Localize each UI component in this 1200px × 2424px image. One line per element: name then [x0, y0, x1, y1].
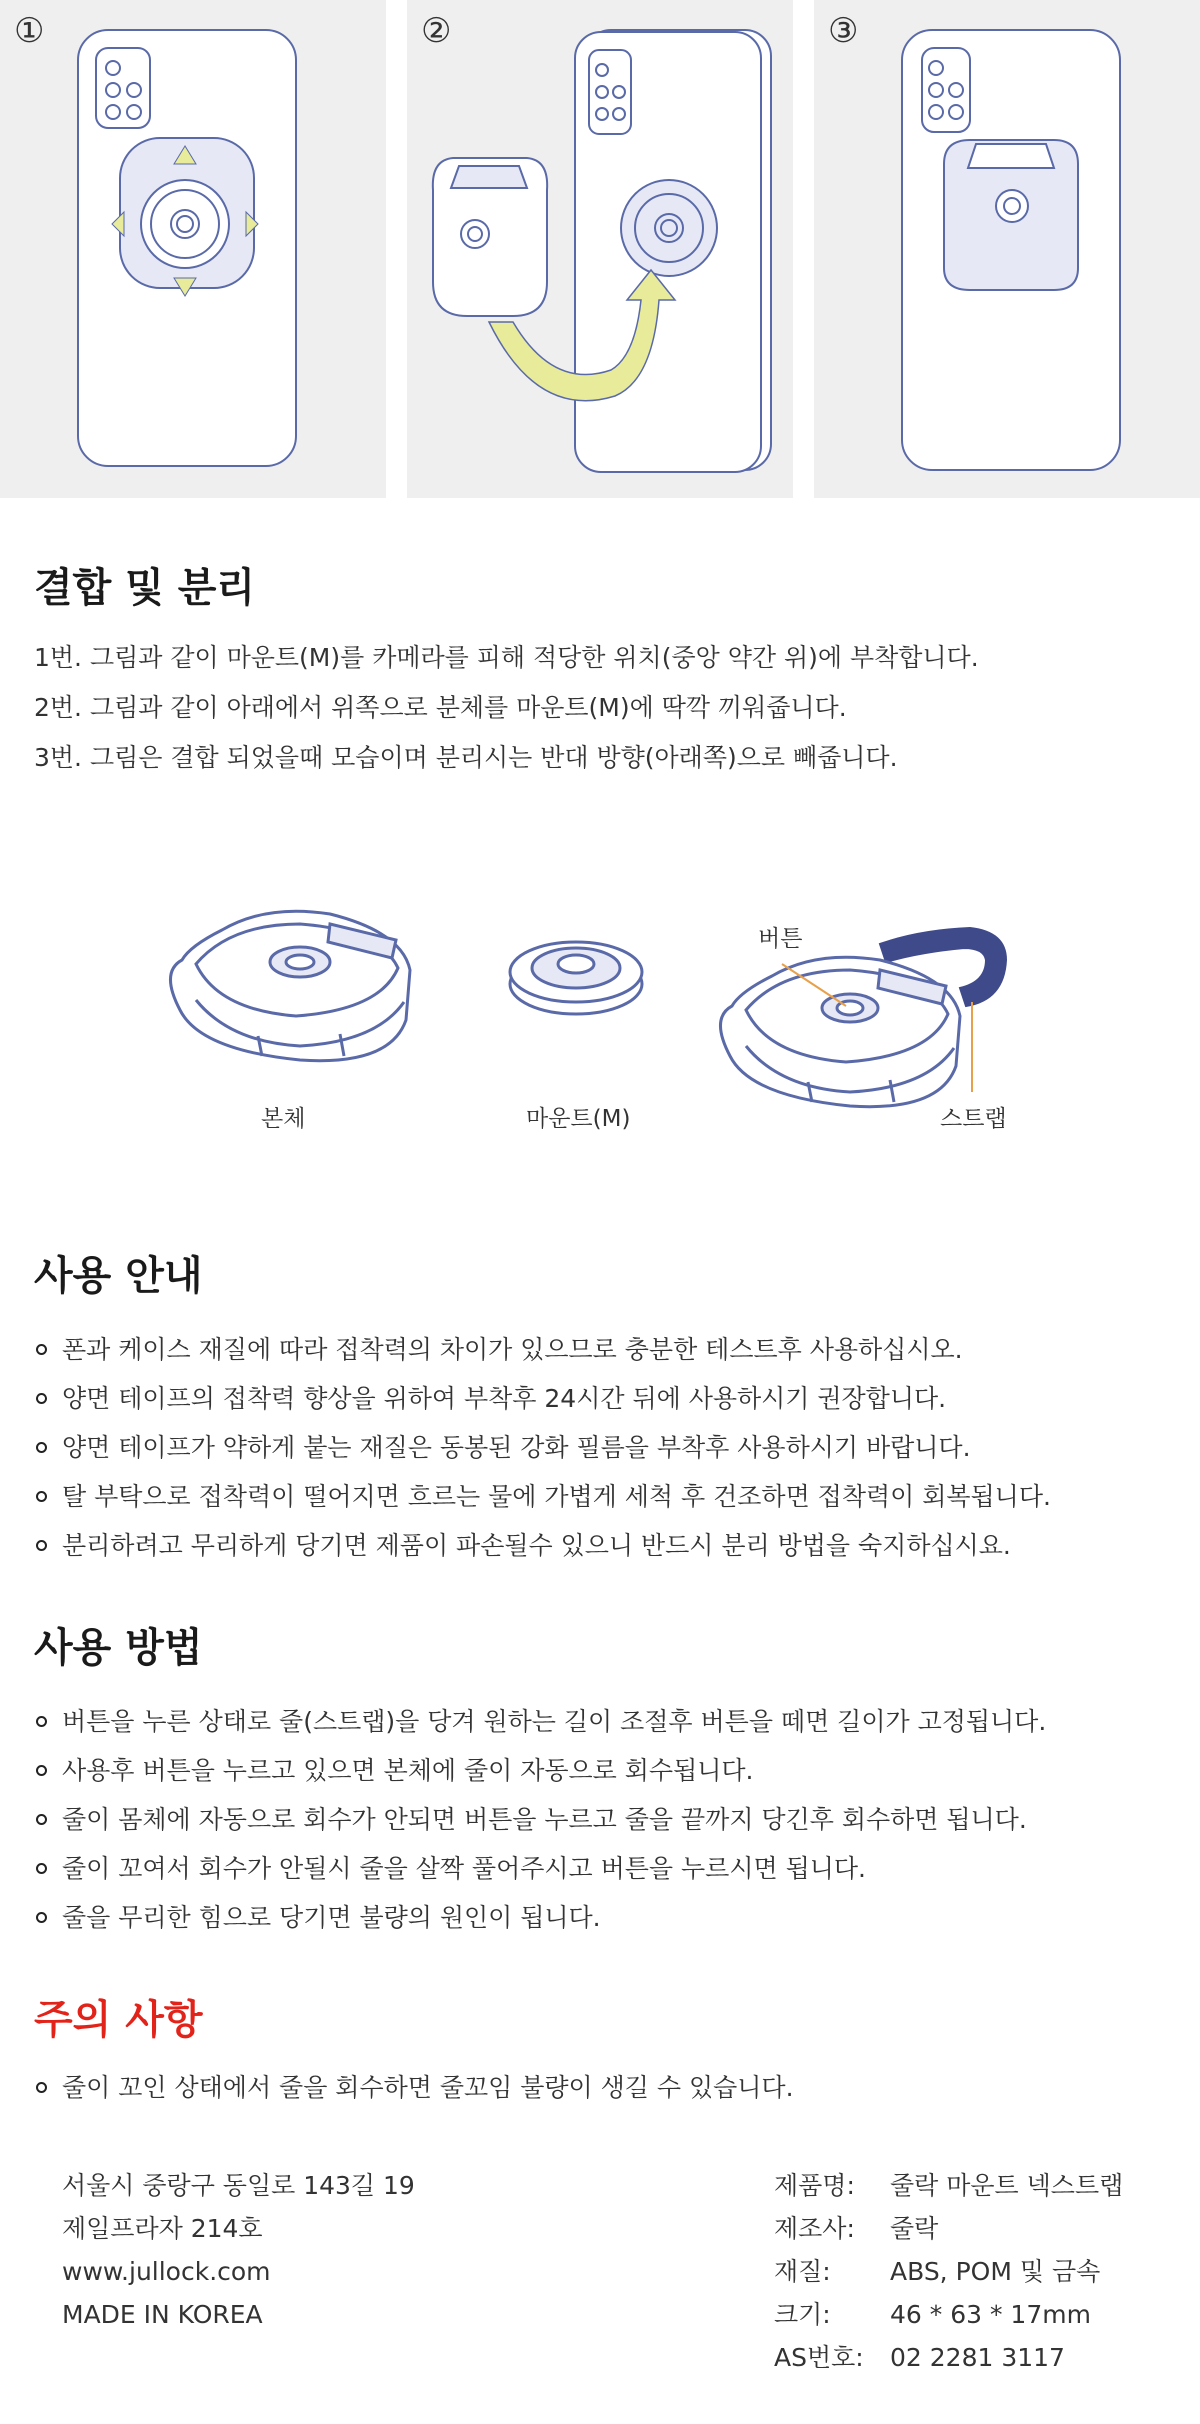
- spec-value: 줄락: [890, 2214, 939, 2243]
- bullet-icon: [36, 1765, 47, 1776]
- list-item: 버튼을 누른 상태로 줄(스트랩)을 당겨 원하는 길이 조절후 버튼을 떼면 길이가 고정됩니다.: [34, 1697, 1046, 1746]
- spec-value: 02 2281 3117: [890, 2343, 1065, 2372]
- step-3-phone-illustration: [814, 0, 1200, 498]
- list-item: 분리하려고 무리하게 당기면 제품이 파손될수 있으니 반드시 분리 방법을 숙지하십시요.: [34, 1521, 1051, 1570]
- section-title-assembly: 결합 및 분리: [34, 565, 256, 611]
- company-address: [62, 2164, 415, 2336]
- list-item: 양면 테이프의 접착력 향상을 위하여 부착후 24시간 뒤에 사용하시기 권장합니다.: [34, 1374, 1051, 1423]
- list-item: 탈 부탁으로 접착력이 떨어지면 흐르는 물에 가볍게 세척 후 건조하면 접착력이 회복됩니다.: [34, 1472, 1051, 1521]
- step-panel-3: [814, 0, 1200, 498]
- parts-illustration: [0, 860, 1200, 1180]
- step-1-phone-illustration: [0, 0, 386, 498]
- bullet-icon: [36, 2082, 47, 2093]
- website-link[interactable]: www.jullock.com: [62, 2257, 271, 2286]
- spec-key: 제품명:: [774, 2171, 855, 2200]
- step-panel-2: [407, 0, 793, 498]
- step-2-phone-illustration: [407, 0, 793, 498]
- assembly-steps-illustration: [0, 0, 1200, 498]
- method-list: [34, 1697, 1046, 1942]
- spec-row: [774, 2207, 1123, 2250]
- instruction-line: 3번. 그림은 결합 되었을때 모습이며 분리시는 반대 방향(아래쪽)으로 빼줍니다.: [34, 743, 898, 772]
- guide-list: [34, 1325, 1051, 1570]
- spec-key: 재질:: [774, 2257, 831, 2286]
- section-title-guide: 사용 안내: [34, 1253, 203, 1299]
- list-item: 사용후 버튼을 누르고 있으면 본체에 줄이 자동으로 회수됩니다.: [34, 1746, 1046, 1795]
- spec-row: [774, 2250, 1123, 2293]
- step-panel-1: [0, 0, 386, 498]
- instruction-line: 1번. 그림과 같이 마운트(M)를 카메라를 피해 적당한 위치(중앙 약간 위)에 부착합니다.: [34, 643, 979, 672]
- bullet-icon: [36, 1442, 47, 1453]
- assembly-instructions: [34, 633, 979, 783]
- button-label: 버튼: [758, 926, 803, 952]
- spec-value: 46 * 63 * 17mm: [890, 2300, 1091, 2329]
- section-title-method: 사용 방법: [34, 1625, 203, 1671]
- bullet-icon: [36, 1540, 47, 1551]
- spec-row: [774, 2293, 1123, 2336]
- origin-text: MADE IN KOREA: [62, 2300, 263, 2329]
- step-number: ③: [828, 11, 859, 51]
- section-title-caution: 주의 사항: [34, 1997, 203, 2043]
- spec-row: [774, 2164, 1123, 2207]
- spec-key: 제조사:: [774, 2214, 855, 2243]
- mount-label: 마운트(M): [526, 1106, 631, 1132]
- spec-key: 크기:: [774, 2300, 831, 2329]
- spec-value: 줄락 마운트 넥스트랩: [890, 2171, 1124, 2200]
- bullet-icon: [36, 1863, 47, 1874]
- list-item: 줄을 무리한 힘으로 당기면 불량의 원인이 됩니다.: [34, 1893, 1046, 1942]
- list-item: 줄이 꼬여서 회수가 안될시 줄을 살짝 풀어주시고 버튼을 누르시면 됩니다.: [34, 1844, 1046, 1893]
- strap-label: 스트랩: [940, 1106, 1007, 1132]
- step-number: ②: [421, 11, 452, 51]
- bullet-icon: [36, 1716, 47, 1727]
- caution-list: [34, 2063, 794, 2112]
- spec-row: [774, 2336, 1123, 2379]
- bullet-icon: [36, 1393, 47, 1404]
- list-item: 양면 테이프가 약하게 붙는 재질은 동봉된 강화 필름을 부착후 사용하시기 바랍니다.: [34, 1423, 1051, 1472]
- spec-value: ABS, POM 및 금속: [890, 2257, 1101, 2286]
- list-item: 줄이 몸체에 자동으로 회수가 안되면 버튼을 누르고 줄을 끝까지 당긴후 회수하면 됩니다.: [34, 1795, 1046, 1844]
- mount-illustration: [510, 942, 642, 1014]
- list-item: 줄이 꼬인 상태에서 줄을 회수하면 줄꼬임 불량이 생길 수 있습니다.: [34, 2063, 794, 2112]
- bullet-icon: [36, 1491, 47, 1502]
- list-item: 폰과 케이스 재질에 따라 접착력의 차이가 있으므로 충분한 테스트후 사용하십시오.: [34, 1325, 1051, 1374]
- bullet-icon: [36, 1344, 47, 1355]
- bullet-icon: [36, 1912, 47, 1923]
- step-number: ①: [14, 11, 45, 51]
- body-with-strap-illustration: [720, 928, 1006, 1107]
- instruction-line: 2번. 그림과 같이 아래에서 위쪽으로 분체를 마운트(M)에 딱깍 끼워줍니다.: [34, 693, 847, 722]
- address-line: 제일프라자 214호: [62, 2214, 263, 2243]
- spec-key: AS번호:: [774, 2343, 864, 2372]
- product-specs: [774, 2164, 1123, 2379]
- bullet-icon: [36, 1814, 47, 1825]
- body-label: 본체: [261, 1106, 306, 1132]
- body-illustration: [170, 911, 410, 1060]
- address-line: 서울시 중랑구 동일로 143길 19: [62, 2171, 415, 2200]
